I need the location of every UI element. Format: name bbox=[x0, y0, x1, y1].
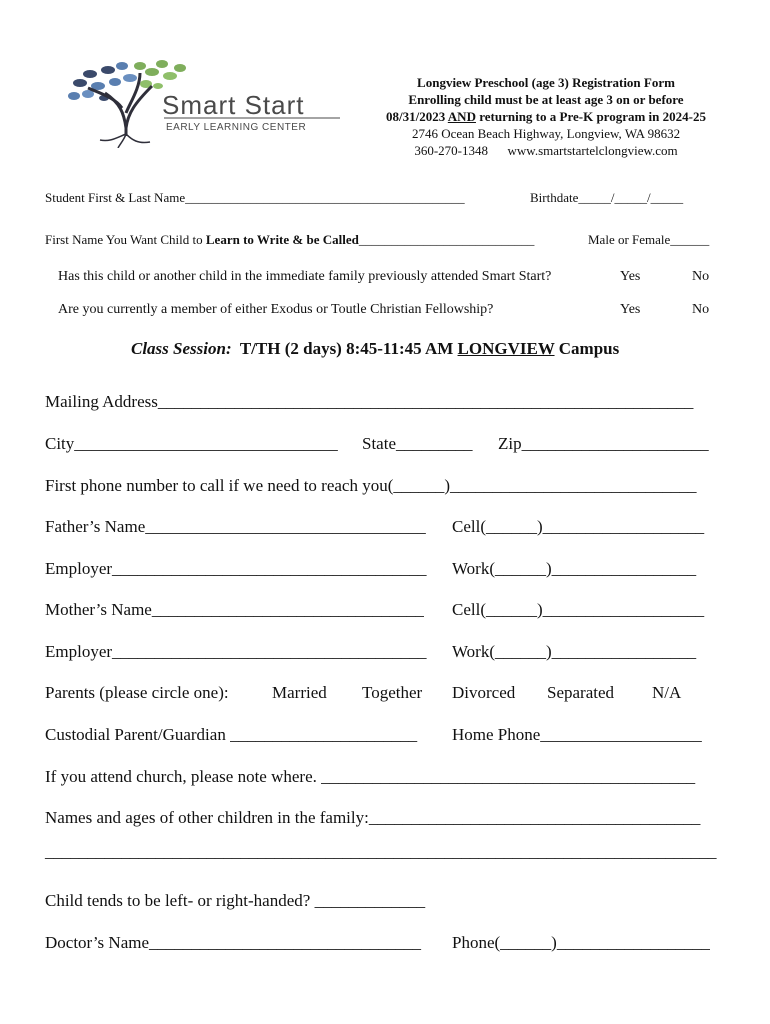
student-name-field[interactable]: Student First & Last Name___________________________________________ bbox=[45, 190, 465, 205]
custodial-parent-field[interactable]: Custodial Parent/Guardian ______________________ bbox=[45, 725, 418, 744]
doctor-name-field[interactable]: Doctor’s Name________________________________ bbox=[45, 933, 422, 952]
enrollment-date-line: 08/31/2023 AND returning to a Pre-K program in 2024-25 bbox=[386, 109, 706, 124]
brand-subtitle: EARLY LEARNING CENTER bbox=[166, 122, 307, 133]
mother-work-field[interactable]: Work(______)_________________ bbox=[452, 642, 697, 661]
zip-field[interactable]: Zip______________________ bbox=[498, 434, 709, 453]
member-no[interactable]: No bbox=[692, 302, 710, 317]
first-phone-field[interactable]: First phone number to call if we need to reach you(______)_____________________________ bbox=[45, 476, 697, 495]
status-separated[interactable]: Separated bbox=[547, 683, 615, 702]
city-field[interactable]: City_______________________________ bbox=[45, 434, 338, 453]
church-field[interactable]: If you attend church, please note where. ____________________________________________ bbox=[45, 767, 696, 786]
other-children-line[interactable]: _______________________________________________________________________________ bbox=[45, 842, 717, 861]
handedness-field[interactable]: Child tends to be left- or right-handed? _____________ bbox=[45, 891, 426, 910]
gender-field[interactable]: Male or Female______ bbox=[588, 232, 710, 247]
father-work-field[interactable]: Work(______)_________________ bbox=[452, 559, 697, 578]
attended-question: Has this child or another child in the immediate family previously attended Smart Start? bbox=[58, 269, 552, 284]
school-phone: 360-270-1348 bbox=[414, 143, 488, 158]
father-name-field[interactable]: Father’s Name_________________________________ bbox=[45, 517, 426, 536]
status-married[interactable]: Married bbox=[272, 683, 327, 702]
doctor-phone-field[interactable]: Phone(______)__________________ bbox=[452, 933, 710, 952]
birthdate-field[interactable]: Birthdate_____/_____/_____ bbox=[530, 190, 684, 205]
status-na[interactable]: N/A bbox=[652, 683, 682, 702]
school-address: 2746 Ocean Beach Highway, Longview, WA 98632 bbox=[411, 126, 681, 141]
father-cell-field[interactable]: Cell(______)___________________ bbox=[452, 517, 705, 536]
attended-no[interactable]: No bbox=[692, 269, 710, 284]
form-header bbox=[360, 74, 732, 159]
smart-start-logo bbox=[60, 58, 350, 148]
mother-name-field[interactable]: Mother’s Name________________________________ bbox=[45, 600, 424, 619]
brand-name: Smart Start bbox=[162, 90, 305, 120]
school-website: www.smartstartelclongview.com bbox=[507, 143, 678, 158]
other-children-field[interactable]: Names and ages of other children in the family:_______________________________________ bbox=[45, 808, 701, 827]
mother-cell-field[interactable]: Cell(______)___________________ bbox=[452, 600, 705, 619]
member-question: Are you currently a member of either Exodus or Toutle Christian Fellowship? bbox=[58, 302, 494, 317]
write-name-field[interactable]: First Name You Want Child to Learn to Write & be Called___________________________ bbox=[45, 232, 535, 247]
member-yes[interactable]: Yes bbox=[620, 302, 641, 317]
class-session: Class Session: T/TH (2 days) 8:45-11:45 AM LONGVIEW Campus bbox=[131, 339, 620, 358]
state-field[interactable]: State_________ bbox=[362, 434, 473, 453]
form-title: Longview Preschool (age 3) Registration Form bbox=[417, 75, 675, 90]
attended-yes[interactable]: Yes bbox=[620, 269, 641, 284]
home-phone-field[interactable]: Home Phone___________________ bbox=[452, 725, 702, 744]
father-employer-field[interactable]: Employer_____________________________________ bbox=[45, 559, 427, 578]
mailing-address-field[interactable]: Mailing Address_______________________________________________________________ bbox=[45, 392, 694, 411]
parents-status-label: Parents (please circle one): bbox=[45, 683, 229, 702]
mother-employer-field[interactable]: Employer_____________________________________ bbox=[45, 642, 427, 661]
contact-line bbox=[360, 142, 732, 159]
status-divorced[interactable]: Divorced bbox=[452, 683, 516, 702]
status-together[interactable]: Together bbox=[362, 683, 423, 702]
age-requirement: Enrolling child must be at least age 3 on or before bbox=[408, 92, 684, 107]
